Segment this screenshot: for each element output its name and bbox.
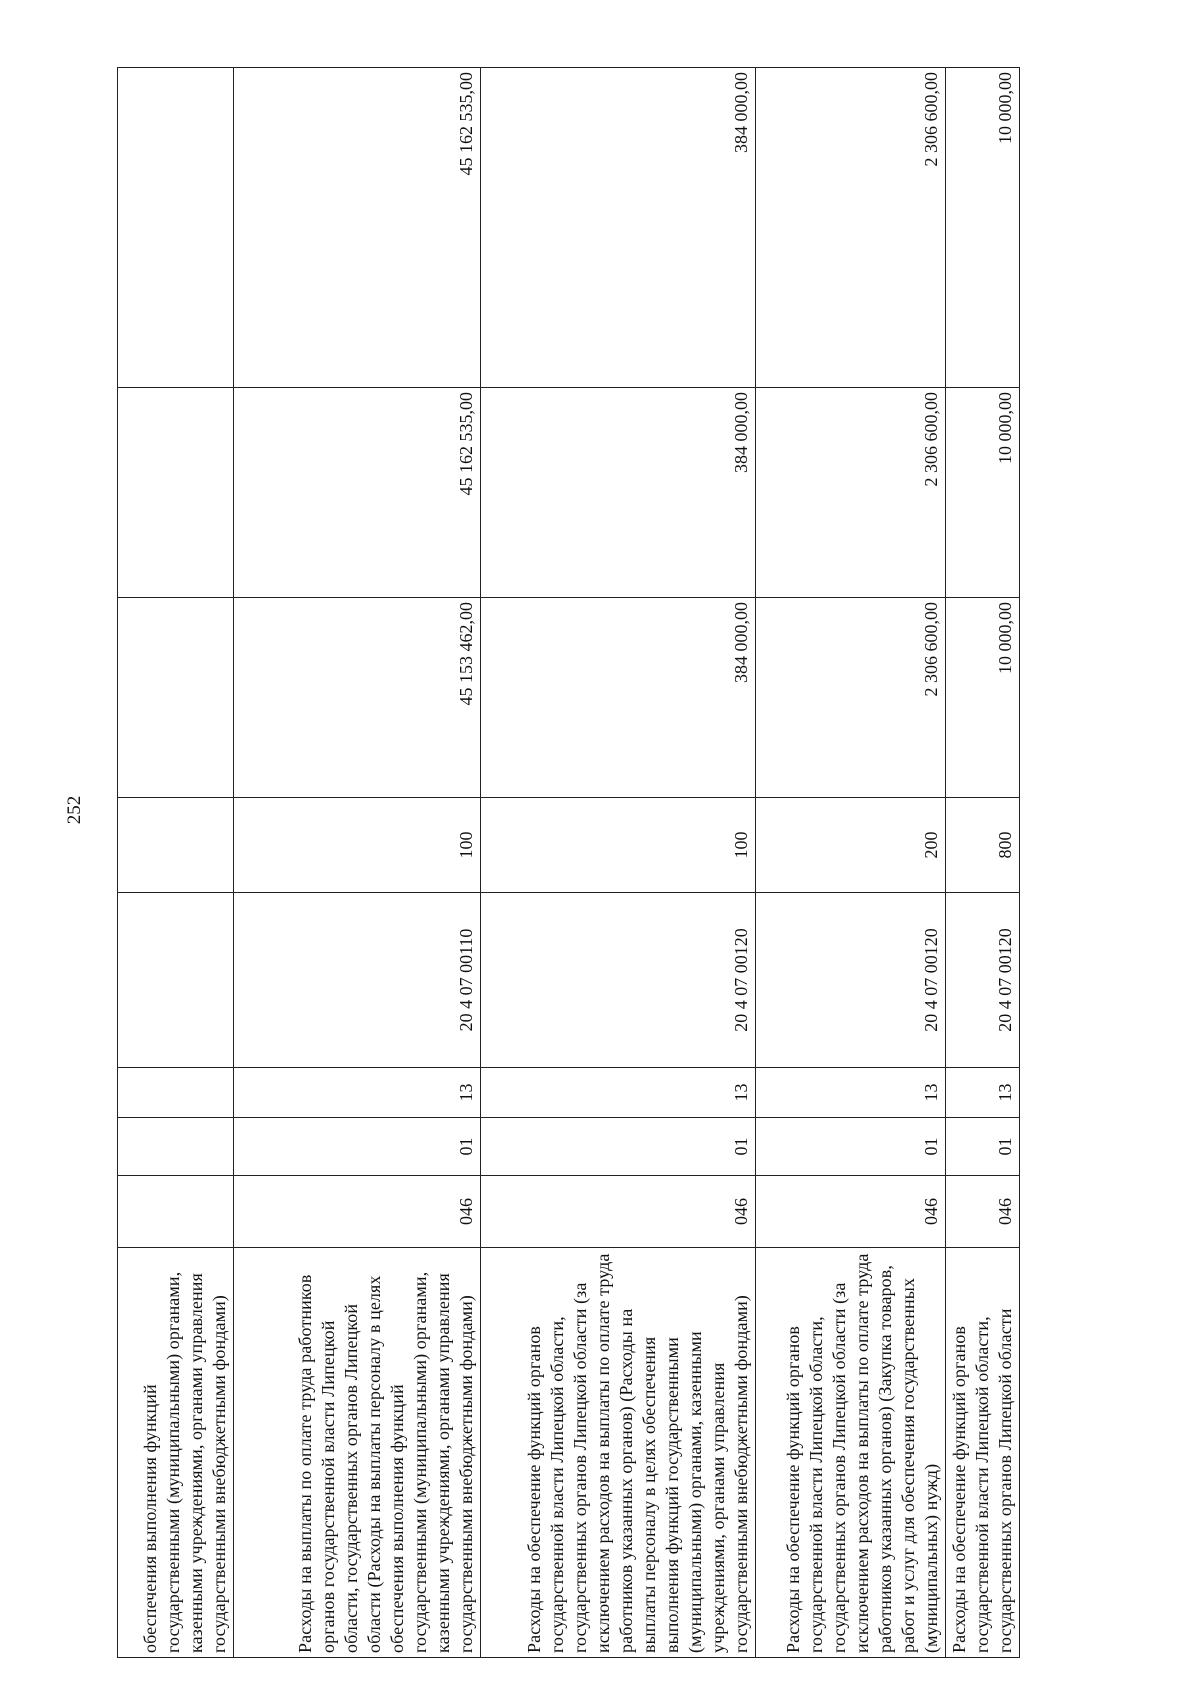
expense-type-code [118,798,234,893]
amount-year-2: 45 162 535,00 [234,388,481,598]
amount-year-3: 45 162 535,00 [234,68,481,388]
section-code [118,1118,234,1176]
grbs-code: 046 [946,1176,1020,1248]
row-description: обеспечения выполнения функций государственными (муниципальными) органами, казенными учреждениями, органами управления государственными внебюджетными фондами) [118,1248,234,1658]
table-row [756,68,946,1658]
amount-year-3: 10 000,00 [946,68,1020,388]
grbs-code: 046 [481,1176,756,1248]
budget-table [117,67,1020,1658]
grbs-code: 046 [234,1176,481,1248]
table-row [118,68,234,1658]
amount-year-2 [118,388,234,598]
table-row [946,68,1020,1658]
subsection-code: 13 [481,1068,756,1118]
row-description: Расходы на обеспечение функций органов государственной власти Липецкой области, государственных органов Липецкой области (за исключением расходов на выплаты по оплате труда работников указанных органов) (Расходы на выплаты персоналу в целях обеспечения выполнения функций государственными (муниципальными) органами, казенными учреждениями, органами управления государственными внебюджетными фондами) [481,1248,756,1658]
amount-year-1: 10 000,00 [946,598,1020,798]
amount-year-3 [118,68,234,388]
target-article-code: 20 4 07 00120 [756,893,946,1068]
expense-type-code: 200 [756,798,946,893]
table-row [481,68,756,1658]
expense-type-code: 800 [946,798,1020,893]
amount-year-1: 384 000,00 [481,598,756,798]
row-description: Расходы на выплаты по оплате труда работников органов государственной власти Липецкой области, государственных органов Липецкой области (Расходы на выплаты персоналу в целях обеспечения выполнения функций государственными (муниципальными) органами, казенными учреждениями, органами управления государственными внебюджетными фондами) [234,1248,481,1658]
amount-year-3: 2 306 600,00 [756,68,946,388]
amount-year-1: 45 153 462,00 [234,598,481,798]
row-description: Расходы на обеспечение функций органов государственной власти Липецкой области, государственных органов Липецкой области [946,1248,1020,1658]
subsection-code [118,1068,234,1118]
amount-year-3: 384 000,00 [481,68,756,388]
budget-table-rotated [117,68,1017,1658]
section-code: 01 [756,1118,946,1176]
grbs-code: 046 [756,1176,946,1248]
amount-year-1 [118,598,234,798]
section-code: 01 [481,1118,756,1176]
amount-year-2: 2 306 600,00 [756,388,946,598]
subsection-code: 13 [756,1068,946,1118]
amount-year-1: 2 306 600,00 [756,598,946,798]
subsection-code: 13 [234,1068,481,1118]
grbs-code [118,1176,234,1248]
target-article-code: 20 4 07 00110 [234,893,481,1068]
target-article-code [118,893,234,1068]
target-article-code: 20 4 07 00120 [481,893,756,1068]
row-description: Расходы на обеспечение функций органов государственной власти Липецкой области, государственных органов Липецкой области (за исключением расходов на выплаты по оплате труда работников указанных органов) (Закупка товаров, работ и услуг для обеспечения государственных (муниципальных) нужд) [756,1248,946,1658]
section-code: 01 [234,1118,481,1176]
expense-type-code: 100 [234,798,481,893]
target-article-code: 20 4 07 00120 [946,893,1020,1068]
subsection-code: 13 [946,1068,1020,1118]
table-row [234,68,481,1658]
section-code: 01 [946,1118,1020,1176]
expense-type-code: 100 [481,798,756,893]
amount-year-2: 10 000,00 [946,388,1020,598]
page-number: 252 [64,795,85,825]
amount-year-2: 384 000,00 [481,388,756,598]
